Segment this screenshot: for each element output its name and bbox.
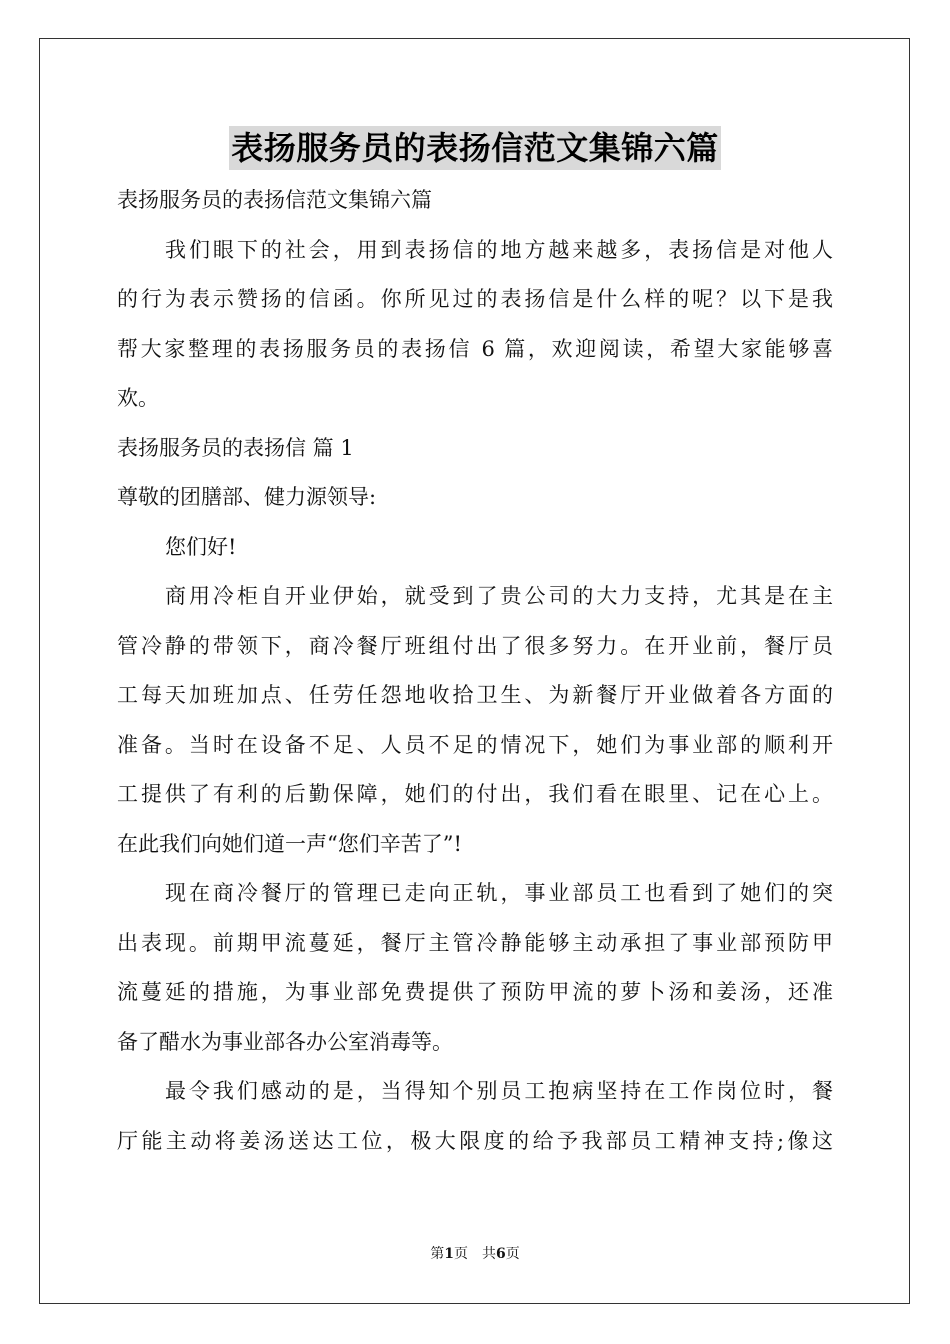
- text-line: 在此我们向她们道一声“您们辛苦了”!: [117, 831, 462, 856]
- text-line: 管冷静的带领下，商冷餐厅班组付出了很多努力。在开业前，餐厅员: [117, 633, 833, 658]
- text-line: 最令我们感动的是，当得知个别员工抱病坚持在工作岗位时，餐: [165, 1079, 833, 1103]
- text-line: 欢。: [117, 386, 159, 410]
- page-number-prefix: 第: [430, 1246, 445, 1262]
- text-line: 您们好!: [165, 534, 237, 559]
- page-total-prefix: 共: [482, 1246, 496, 1262]
- page-number-current: 1: [444, 1246, 454, 1262]
- text-line: 尊敬的团膳部、健力源领导:: [117, 485, 377, 509]
- document-body: [117, 176, 833, 1166]
- text-line: 出表现。前期甲流蔓延，餐厅主管冷静能够主动承担了事业部预防甲: [117, 930, 833, 955]
- document-title: 表扬服务员的表扬信范文集锦六篇: [229, 126, 721, 170]
- text-line: 我们眼下的社会，用到表扬信的地方越来越多，表扬信是对他人: [165, 237, 833, 262]
- page-total-count: 6: [496, 1246, 506, 1262]
- page-footer: [0, 1244, 950, 1264]
- text-line: 商用冷柜自开业伊始，就受到了贵公司的大力支持，尤其是在主: [165, 584, 833, 608]
- text-line: 厅能主动将姜汤送达工位，极大限度的给予我部员工精神支持;像这: [117, 1128, 833, 1153]
- text-line: 帮大家整理的表扬服务员的表扬信 6 篇，欢迎阅读，希望大家能够喜: [117, 336, 833, 361]
- text-line: 现在商冷餐厅的管理已走向正轨，事业部员工也看到了她们的突: [165, 881, 833, 905]
- text-line: 流蔓延的措施，为事业部免费提供了预防甲流的萝卜汤和姜汤，还准: [117, 980, 833, 1004]
- title-wrap: [117, 126, 833, 170]
- text-line: 的行为表示赞扬的信函。你所见过的表扬信是什么样的呢？以下是我: [117, 287, 833, 311]
- text-line: 准备。当时在设备不足、人员不足的情况下，她们为事业部的顺利开: [117, 732, 833, 757]
- page-number-suffix: 页: [454, 1246, 468, 1262]
- page-total-suffix: 页: [505, 1246, 520, 1262]
- text-line: 备了醋水为事业部各办公室消毒等。: [117, 1029, 453, 1054]
- text-line: 工提供了有利的后勤保障，她们的付出，我们看在眼里、记在心上。: [117, 782, 833, 806]
- text-line: 工每天加班加点、任劳任怨地收拾卫生、为新餐厅开业做着各方面的: [117, 683, 833, 707]
- text-line: 表扬服务员的表扬信 篇 1: [117, 435, 354, 460]
- text-line: 表扬服务员的表扬信范文集锦六篇: [117, 188, 432, 212]
